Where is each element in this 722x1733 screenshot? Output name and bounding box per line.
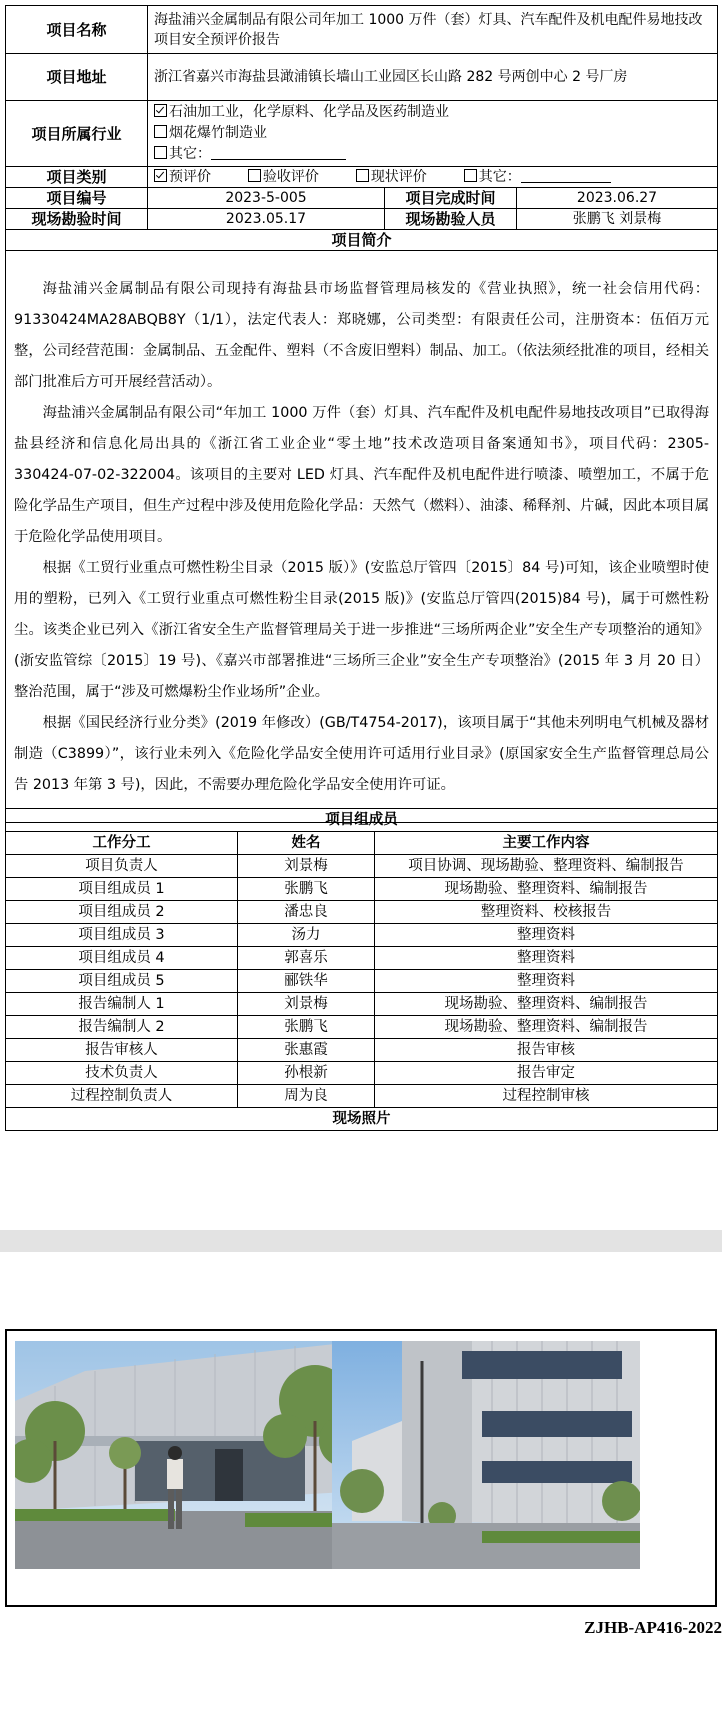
intro-title: 项目简介	[6, 230, 718, 251]
checkbox-icon	[154, 125, 167, 138]
table-row	[6, 878, 718, 901]
table-row	[6, 947, 718, 970]
member-name: 郦铁华	[238, 970, 375, 993]
survey-time-value: 2023.05.17	[148, 209, 385, 230]
table-row	[6, 970, 718, 993]
project-name-label: 项目名称	[6, 6, 148, 54]
table-row	[6, 993, 718, 1016]
industry-option-other: 其它：	[154, 144, 711, 165]
member-role: 项目组成员 4	[6, 947, 238, 970]
checkbox-icon	[464, 169, 477, 182]
member-work: 整理资料	[375, 947, 718, 970]
intro-paragraph: 海盐浦兴金属制品有限公司“年加工 1000 万件（套）灯具、汽车配件及机电配件易地技改项目”已取得海盐县经济和信息化局出具的《浙江省工业企业“零土地”技术改造项目备案通知书》，项目代码：2305-330424-07-02-322004。该项目的主要对 LED 灯具、汽车配件及机电配件进行喷漆、喷塑加工，不属于危险化学品生产项目，但生产过程中涉及使用危险化学品：天然气（燃料）、油漆、稀释剂、片碱，因此本项目属于危险化学品使用项目。	[14, 405, 710, 545]
project-industry-options	[148, 101, 718, 167]
member-work: 整理资料	[375, 924, 718, 947]
member-name: 张惠霞	[238, 1039, 375, 1062]
member-role: 项目组成员 5	[6, 970, 238, 993]
members-title: 项目组成员	[6, 809, 718, 832]
member-work: 整理资料、校核报告	[375, 901, 718, 924]
photos-title: 现场照片	[6, 1108, 718, 1131]
member-work: 现场勘验、整理资料、编制报告	[375, 878, 718, 901]
survey-time-label: 现场勘验时间	[6, 209, 148, 230]
member-name: 孙根新	[238, 1062, 375, 1085]
table-row	[6, 1062, 718, 1085]
project-address-value: 浙江省嘉兴市海盐县澉浦镇长墙山工业园区长山路 282 号两创中心 2 号厂房	[148, 54, 718, 101]
project-industry-label: 项目所属行业	[6, 101, 148, 167]
project-number-value: 2023-5-005	[148, 188, 385, 209]
type-option-pre: 预评价	[154, 169, 211, 185]
member-role: 项目组成员 2	[6, 901, 238, 924]
member-role: 项目负责人	[6, 855, 238, 878]
member-role: 项目组成员 3	[6, 924, 238, 947]
project-address-label: 项目地址	[6, 54, 148, 101]
blank-line	[521, 168, 611, 183]
member-role: 项目组成员 1	[6, 878, 238, 901]
project-info-table	[5, 5, 718, 823]
table-row	[6, 1016, 718, 1039]
intro-paragraph: 根据《国民经济行业分类》(2019 年修改）(GB/T4754-2017)，该项目属于“其他未列明电气机械及器材制造（C3899）”，该行业未列入《危险化学品安全使用许可适用行业目录》(原国家安全生产监督管理总局公告 2013 年第 3 号)，因此，不需要办理危险化学品安全使用许可证。	[14, 715, 710, 793]
project-type-label: 项目类别	[6, 167, 148, 188]
document-code: ZJHB-AP416-2022	[584, 1618, 722, 1637]
member-name: 刘景梅	[238, 855, 375, 878]
member-work: 现场勘验、整理资料、编制报告	[375, 993, 718, 1016]
checkbox-icon	[356, 169, 369, 182]
page-break	[0, 1230, 722, 1252]
table-row	[6, 924, 718, 947]
members-header-name: 姓名	[238, 832, 375, 855]
project-number-label: 项目编号	[6, 188, 148, 209]
checkbox-icon	[248, 169, 261, 182]
member-work: 项目协调、现场勘验、整理资料、编制报告	[375, 855, 718, 878]
member-name: 潘忠良	[238, 901, 375, 924]
member-name: 郭喜乐	[238, 947, 375, 970]
member-role: 报告编制人 2	[6, 1016, 238, 1039]
members-header-role: 工作分工	[6, 832, 238, 855]
member-name: 周为良	[238, 1085, 375, 1108]
survey-people-label: 现场勘验人员	[385, 209, 517, 230]
members-table	[5, 808, 718, 1131]
project-finish-value: 2023.06.27	[517, 188, 718, 209]
checked-box-icon	[154, 104, 167, 117]
intro-paragraph: 海盐浦兴金属制品有限公司现持有海盐县市场监督管理局核发的《营业执照》，统一社会信用代码：91330424MA28ABQB8Y（1/1），法定代表人：郑晓娜，公司类型：有限责任公司，注册资本：伍佰万元整，公司经营范围：金属制品、五金配件、塑料（不含废旧塑料）制品、加工。（依法须经批准的项目，经相关部门批准后方可开展经营活动）。	[14, 281, 710, 390]
member-name: 张鹏飞	[238, 878, 375, 901]
checkbox-icon	[154, 146, 167, 159]
table-row	[6, 1085, 718, 1108]
industry-option-petrochem: 石油加工业，化学原料、化学品及医药制造业	[154, 102, 711, 123]
industry-option-fireworks: 烟花爆竹制造业	[154, 123, 711, 144]
member-work: 报告审定	[375, 1062, 718, 1085]
checked-box-icon	[154, 169, 167, 182]
project-finish-label: 项目完成时间	[385, 188, 517, 209]
site-photo-right	[332, 1341, 640, 1569]
members-header-work: 主要工作内容	[375, 832, 718, 855]
member-role: 技术负责人	[6, 1062, 238, 1085]
member-name: 张鹏飞	[238, 1016, 375, 1039]
type-option-other: 其它：	[464, 169, 611, 185]
site-photo-left	[15, 1341, 363, 1569]
blank-line	[211, 145, 346, 160]
type-option-acceptance: 验收评价	[248, 169, 319, 185]
project-name-value: 海盐浦兴金属制品有限公司年加工 1000 万件（套）灯具、汽车配件及机电配件易地技改项目安全预评价报告	[148, 6, 718, 54]
member-work: 整理资料	[375, 970, 718, 993]
member-work: 报告审核	[375, 1039, 718, 1062]
member-work: 现场勘验、整理资料、编制报告	[375, 1016, 718, 1039]
site-photos-frame	[5, 1329, 717, 1607]
type-option-status: 现状评价	[356, 169, 427, 185]
member-name: 刘景梅	[238, 993, 375, 1016]
intro-body	[6, 251, 718, 823]
table-row	[6, 855, 718, 878]
table-row	[6, 901, 718, 924]
member-role: 报告编制人 1	[6, 993, 238, 1016]
member-work: 过程控制审核	[375, 1085, 718, 1108]
table-row	[6, 1039, 718, 1062]
member-role: 过程控制负责人	[6, 1085, 238, 1108]
survey-people-value: 张鹏飞 刘景梅	[517, 209, 718, 230]
project-type-options	[148, 167, 718, 188]
member-role: 报告审核人	[6, 1039, 238, 1062]
member-name: 汤力	[238, 924, 375, 947]
intro-paragraph: 根据《工贸行业重点可燃性粉尘目录（2015 版）》(安监总厅管四〔2015〕84 号)可知，该企业喷塑时使用的塑粉，已列入《工贸行业重点可燃性粉尘目录(2015 版)》(安监总厅管四(2015)84 号)，属于可燃性粉尘。该类企业已列入《浙江省安全生产监督管理局关于进一步推进“三场所两企业”安全生产专项整治的通知》(浙安监管综〔2015〕19 号)、《嘉兴市部署推进“三场所三企业”安全生产专项整治》(2015 年 3 月 20 日）整治范围，属于“涉及可燃爆粉尘作业场所”企业。	[14, 560, 710, 700]
